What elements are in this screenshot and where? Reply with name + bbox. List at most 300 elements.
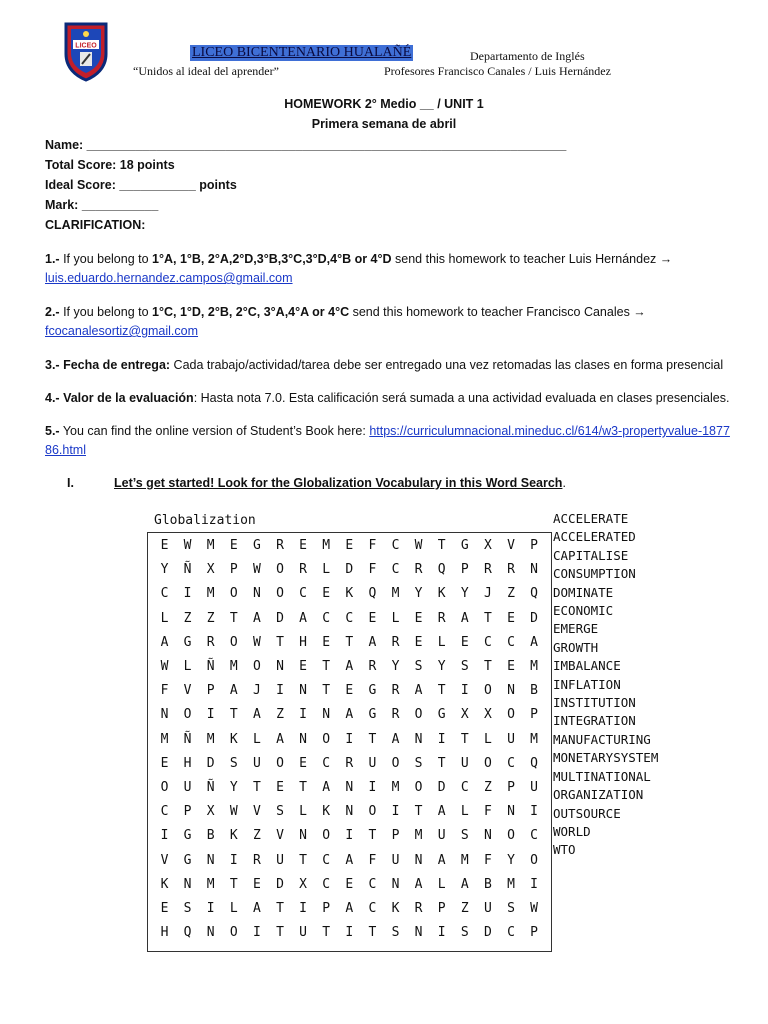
- grid-letter: K: [229, 828, 238, 844]
- section-period: .: [562, 476, 566, 490]
- grid-letter: A: [345, 901, 354, 916]
- grid-letter: E: [276, 780, 284, 795]
- grid-letter: R: [345, 755, 354, 771]
- grid-letter: U: [183, 780, 192, 795]
- grid-letter: Z: [460, 901, 469, 916]
- grid-letter: X: [460, 707, 469, 723]
- word-list-item: IMBALANCE: [553, 658, 621, 674]
- grid-letter: O: [483, 755, 492, 771]
- grid-letter: G: [252, 538, 261, 553]
- item-text: If you belong to: [63, 305, 153, 319]
- grid-letter: M: [322, 538, 331, 553]
- grid-letter: C: [322, 755, 331, 771]
- instruction-item-1: [45, 250, 735, 288]
- grid-letter: C: [391, 562, 400, 578]
- grid-letter: R: [299, 562, 307, 578]
- grid-letter: P: [530, 925, 538, 941]
- grid-letter: J: [483, 586, 492, 602]
- grid-letter: Ñ: [183, 731, 192, 747]
- grid-letter: Q: [368, 586, 377, 602]
- word-list-item: GROWTH: [553, 639, 599, 655]
- grid-letter: P: [530, 707, 538, 723]
- grid-letter: T: [437, 538, 446, 553]
- grid-letter: M: [206, 731, 215, 747]
- grid-letter: Y: [460, 586, 469, 602]
- grid-letter: V: [507, 538, 515, 553]
- grid-letter: T: [276, 925, 284, 941]
- grid-letter: Z: [183, 610, 192, 626]
- grid-letter: C: [299, 586, 307, 602]
- grid-letter: O: [276, 586, 284, 602]
- grid-letter: Y: [160, 562, 169, 578]
- grid-letter: L: [160, 610, 169, 626]
- grid-letter: S: [507, 901, 515, 916]
- grid-letter: T: [437, 683, 446, 699]
- grid-letter: I: [437, 925, 446, 941]
- grid-letter: O: [507, 828, 515, 844]
- grid-letter: E: [507, 610, 515, 626]
- grid-letter: N: [530, 562, 538, 578]
- grid-letter: E: [160, 901, 169, 916]
- grid-letter: S: [414, 755, 423, 771]
- grid-letter: E: [160, 538, 169, 553]
- teachers: Profesores Francisco Canales / Luis Hernández: [384, 64, 611, 78]
- grid-letter: C: [322, 852, 331, 868]
- grid-letter: G: [437, 707, 446, 723]
- grid-letter: L: [299, 804, 307, 820]
- grid-letter: B: [483, 876, 492, 892]
- item-number: 3.-: [45, 358, 60, 372]
- name-field[interactable]: Name: _____________________________________________________________________: [45, 138, 567, 152]
- section-heading: [114, 476, 566, 490]
- grid-letter: E: [229, 538, 238, 553]
- grid-letter: M: [229, 659, 238, 674]
- grid-letter: T: [345, 634, 354, 650]
- grid-letter: N: [483, 828, 492, 844]
- grid-letter: N: [414, 731, 423, 747]
- grid-letter: R: [368, 659, 377, 674]
- item-text: If you belong to: [63, 252, 153, 266]
- grid-letter: Y: [437, 659, 446, 674]
- grid-letter: Y: [391, 659, 400, 674]
- item-number: 4.-: [45, 391, 60, 405]
- department: Departamento de Inglés: [470, 49, 585, 63]
- grid-letter: C: [507, 634, 515, 650]
- grid-letter: E: [299, 538, 307, 553]
- grid-letter: A: [437, 852, 446, 868]
- students-book-link[interactable]: https://curriculumnacional.mineduc.cl/614/w3-propertyvalue-187786.html: [45, 424, 730, 457]
- grid-letter: U: [460, 755, 469, 771]
- grid-letter: M: [391, 586, 400, 602]
- grid-letter: P: [206, 683, 215, 699]
- grid-letter: N: [345, 780, 354, 795]
- grid-letter: N: [299, 683, 307, 699]
- grid-letter: K: [345, 586, 354, 602]
- grid-letter: X: [206, 804, 215, 820]
- grid-letter: S: [414, 659, 423, 674]
- grid-letter: C: [460, 780, 469, 795]
- grid-letter: M: [530, 731, 538, 747]
- word-list-item: INTEGRATION: [553, 713, 636, 729]
- grid-letter: W: [414, 538, 423, 553]
- total-score: Total Score: 18 points: [45, 158, 175, 172]
- grid-letter: L: [322, 562, 331, 578]
- grid-letter: M: [414, 828, 423, 844]
- grid-letter: D: [276, 610, 284, 626]
- grid-letter: O: [276, 755, 284, 771]
- grid-letter: T: [229, 876, 238, 892]
- grid-letter: T: [483, 659, 492, 674]
- grid-letter: N: [345, 804, 354, 820]
- grid-letter: L: [391, 610, 400, 626]
- grid-letter: N: [507, 804, 515, 820]
- instruction-item-4: [45, 389, 735, 408]
- grid-letter: Y: [507, 852, 515, 868]
- word-list-item: CONSUMPTION: [553, 566, 636, 582]
- grid-letter: I: [391, 804, 400, 820]
- grid-letter: C: [391, 538, 400, 553]
- grid-letter: J: [252, 683, 261, 699]
- grid-letter: I: [206, 901, 215, 916]
- grid-letter: O: [368, 804, 377, 820]
- grid-letter: W: [183, 538, 192, 553]
- grid-letter: O: [507, 707, 515, 723]
- grid-letter: I: [276, 683, 284, 699]
- grid-letter: G: [368, 683, 377, 699]
- grid-letter: A: [252, 901, 261, 916]
- grid-letter: X: [206, 562, 215, 578]
- grid-letter: A: [299, 610, 307, 626]
- grid-letter: Q: [437, 562, 446, 578]
- grid-letter: F: [368, 538, 377, 553]
- grid-letter: C: [507, 925, 515, 941]
- word-list: [553, 510, 658, 860]
- school-motto: “Unidos al ideal del aprender”: [133, 64, 279, 78]
- grid-letter: L: [460, 804, 469, 820]
- grid-letter: I: [437, 731, 446, 747]
- grid-letter: C: [483, 634, 492, 650]
- grid-letter: O: [160, 780, 169, 795]
- grid-letter: M: [391, 780, 400, 795]
- grid-letter: S: [391, 925, 400, 941]
- grid-letter: Y: [414, 586, 423, 602]
- grid-letter: K: [437, 586, 446, 602]
- ideal-score-field[interactable]: Ideal Score: ___________ points: [45, 178, 237, 192]
- item-label: Valor de la evaluación: [63, 391, 194, 405]
- word-list-item: OUTSOURCE: [553, 805, 621, 821]
- word-list-item: INFLATION: [553, 676, 621, 692]
- grid-letter: P: [229, 562, 238, 578]
- grid-letter: S: [460, 925, 469, 941]
- grid-letter: H: [299, 634, 307, 650]
- grid-letter: A: [276, 731, 284, 747]
- grid-letter: P: [460, 562, 469, 578]
- word-list-item: DOMINATE: [553, 584, 614, 600]
- grid-letter: M: [530, 659, 538, 674]
- grid-letter: F: [160, 683, 169, 699]
- grid-letter: S: [183, 901, 192, 916]
- grid-letter: H: [183, 755, 192, 771]
- grid-letter: U: [437, 828, 446, 844]
- grid-letter: R: [437, 610, 446, 626]
- grid-letter: U: [483, 901, 492, 916]
- grid-letter: N: [276, 659, 284, 674]
- grid-letter: R: [414, 901, 423, 916]
- grid-letter: E: [507, 659, 515, 674]
- word-list-item: INSTITUTION: [553, 695, 636, 711]
- grid-letter: R: [206, 634, 215, 650]
- grid-letter: L: [183, 659, 192, 674]
- grid-letter: N: [160, 707, 169, 723]
- grid-letter: O: [276, 562, 284, 578]
- course-list: 1°C, 1°D, 2°B, 2°C, 3°A,4°A or 4°C: [152, 305, 350, 319]
- grid-letter: N: [507, 683, 515, 699]
- grid-letter: N: [206, 852, 215, 868]
- section-title: Let’s get started! Look for the Globalization Vocabulary in this Word Search: [114, 476, 563, 490]
- grid-letter: W: [252, 634, 261, 650]
- grid-letter: U: [391, 852, 400, 868]
- grid-letter: I: [530, 876, 538, 892]
- grid-letter: M: [206, 876, 215, 892]
- grid-letter: D: [206, 755, 215, 771]
- grid-letter: D: [345, 562, 354, 578]
- grid-letter: E: [322, 586, 331, 602]
- grid-letter: I: [252, 925, 261, 941]
- grid-letter: A: [160, 634, 169, 650]
- grid-letter: L: [437, 876, 446, 892]
- grid-letter: A: [229, 683, 238, 699]
- grid-letter: I: [299, 901, 307, 916]
- homework-subtitle: Primera semana de abril: [311, 117, 457, 131]
- grid-letter: X: [483, 707, 492, 723]
- logo-text: LICEO: [75, 42, 97, 50]
- grid-letter: X: [483, 538, 492, 553]
- grid-letter: N: [206, 925, 215, 941]
- grid-letter: U: [252, 755, 261, 771]
- grid-letter: N: [414, 852, 423, 868]
- grid-letter: S: [276, 804, 284, 820]
- grid-letter: V: [276, 828, 284, 844]
- grid-letter: A: [252, 707, 261, 723]
- grid-letter: G: [460, 538, 469, 553]
- grid-letter: X: [299, 876, 307, 892]
- grid-letter: K: [322, 804, 331, 820]
- grid-letter: M: [160, 731, 169, 747]
- grid-letter: O: [414, 780, 423, 795]
- grid-letter: R: [483, 562, 492, 578]
- instruction-item-5: [45, 422, 735, 460]
- grid-letter: Z: [483, 780, 492, 795]
- grid-letter: Ñ: [206, 659, 215, 674]
- grid-letter: A: [460, 610, 469, 626]
- grid-letter: I: [229, 852, 238, 868]
- item-number: 5.-: [45, 424, 60, 438]
- grid-letter: A: [252, 610, 261, 626]
- grid-letter: P: [391, 828, 400, 844]
- grid-letter: N: [391, 876, 400, 892]
- grid-letter: O: [229, 925, 238, 941]
- grid-letter: T: [414, 804, 423, 820]
- grid-letter: D: [437, 780, 446, 795]
- grid-letter: I: [368, 780, 377, 795]
- item-text: Cada trabajo/actividad/tarea debe ser entregado una vez retomadas las clases en forma presencial: [170, 358, 724, 372]
- grid-letter: O: [229, 634, 238, 650]
- email-link-hernandez[interactable]: luis.eduardo.hernandez.campos@gmail.com: [45, 271, 293, 285]
- grid-letter: Q: [183, 925, 192, 941]
- grid-letter: E: [345, 538, 354, 553]
- word-list-item: MULTINATIONAL: [553, 768, 651, 784]
- grid-letter: M: [206, 538, 215, 553]
- item-text: : Hasta nota 7.0. Esta calificación será sumada a una actividad evaluada en clases presenciales.: [193, 391, 730, 405]
- grid-letter: C: [345, 610, 354, 626]
- grid-letter: R: [391, 707, 400, 723]
- grid-letter: O: [229, 586, 238, 602]
- word-list-item: ORGANIZATION: [553, 787, 644, 803]
- grid-letter: G: [368, 707, 377, 723]
- item-text: You can find the online version of Student’s Book here:: [59, 424, 370, 438]
- word-search-grid: [147, 532, 552, 952]
- item-number: 2.-: [45, 305, 60, 319]
- grid-letter: A: [414, 876, 423, 892]
- homework-title: HOMEWORK 2° Medio __ / UNIT 1: [284, 97, 484, 111]
- word-list-item: ECONOMIC: [553, 603, 614, 619]
- section-number: I.: [67, 476, 74, 490]
- grid-letter: O: [414, 707, 423, 723]
- grid-letter: T: [299, 780, 307, 795]
- grid-letter: S: [229, 755, 238, 771]
- grid-letter: C: [368, 901, 377, 916]
- mark-field[interactable]: Mark: ___________: [45, 198, 159, 212]
- item-text: send this homework to teacher Francisco Canales →: [349, 305, 646, 319]
- grid-letter: E: [368, 610, 377, 626]
- grid-letter: T: [483, 610, 492, 626]
- grid-letter: E: [299, 755, 307, 771]
- grid-letter: C: [322, 610, 331, 626]
- grid-letter: E: [322, 634, 331, 650]
- school-name: LICEO BICENTENARIO HUALAÑÉ: [192, 45, 412, 60]
- grid-letter: G: [183, 634, 192, 650]
- grid-letter: T: [368, 731, 377, 747]
- grid-letter: E: [460, 634, 469, 650]
- grid-letter: Ñ: [206, 780, 215, 795]
- grid-letter: B: [206, 828, 215, 844]
- grid-letter: L: [483, 731, 492, 747]
- grid-letter: G: [183, 828, 192, 844]
- grid-letter: T: [368, 828, 377, 844]
- grid-letter: A: [460, 876, 469, 892]
- grid-letter: E: [252, 876, 261, 892]
- grid-letter: A: [322, 780, 331, 795]
- grid-letter: T: [322, 659, 331, 674]
- grid-letter: K: [391, 901, 400, 916]
- grid-letter: P: [507, 780, 515, 795]
- grid-letter: M: [206, 586, 215, 602]
- grid-letter: N: [299, 828, 307, 844]
- clarification-heading: CLARIFICATION:: [45, 218, 146, 232]
- word-list-item: ACCELERATE: [553, 511, 629, 526]
- grid-letter: S: [460, 659, 469, 674]
- grid-letter: Y: [229, 780, 238, 795]
- grid-letter: T: [322, 925, 331, 941]
- grid-letter: F: [483, 852, 492, 868]
- grid-letter: T: [276, 901, 284, 916]
- grid-letter: E: [345, 876, 354, 892]
- grid-letter: G: [183, 852, 192, 868]
- grid-letter: E: [345, 683, 354, 699]
- grid-letter: S: [460, 828, 469, 844]
- grid-letter: E: [414, 634, 423, 650]
- grid-letter: W: [229, 804, 238, 820]
- grid-letter: I: [530, 804, 538, 820]
- grid-letter: I: [345, 731, 354, 747]
- school-logo: [62, 20, 110, 82]
- grid-letter: O: [322, 731, 331, 747]
- grid-letter: K: [160, 876, 169, 892]
- grid-letter: D: [276, 876, 284, 892]
- grid-letter: A: [391, 731, 400, 747]
- grid-letter: E: [160, 755, 169, 771]
- grid-letter: E: [414, 610, 423, 626]
- grid-letter: R: [391, 683, 400, 699]
- grid-letter: U: [368, 755, 377, 771]
- grid-letter: F: [483, 804, 492, 820]
- grid-letter: N: [322, 707, 331, 723]
- grid-letter: D: [530, 610, 538, 626]
- grid-letter: Q: [530, 586, 538, 602]
- grid-letter: U: [507, 731, 515, 747]
- grid-letter: P: [437, 901, 446, 916]
- grid-letter: A: [345, 659, 354, 674]
- grid-letter: I: [160, 828, 169, 844]
- grid-letter: A: [345, 852, 354, 868]
- grid-letter: Ñ: [183, 562, 192, 578]
- grid-letter: P: [530, 538, 538, 553]
- grid-letter: U: [530, 780, 538, 795]
- grid-letter: M: [507, 876, 515, 892]
- grid-letter: W: [252, 562, 261, 578]
- instruction-item-3: [45, 356, 735, 375]
- grid-letter: T: [322, 683, 331, 699]
- grid-letter: O: [252, 659, 261, 674]
- grid-letter: K: [229, 731, 238, 747]
- grid-letter: W: [530, 901, 538, 916]
- grid-letter: Z: [276, 707, 284, 723]
- grid-letter: N: [183, 876, 192, 892]
- grid-letter: F: [368, 562, 377, 578]
- grid-letter: L: [437, 634, 446, 650]
- grid-letter: C: [507, 755, 515, 771]
- grid-letter: C: [160, 586, 169, 602]
- grid-letter: Q: [530, 755, 538, 771]
- item-number: 1.-: [45, 252, 60, 266]
- grid-letter: R: [276, 538, 284, 553]
- grid-letter: L: [252, 731, 261, 747]
- grid-letter: L: [229, 901, 238, 916]
- grid-letter: N: [252, 586, 261, 602]
- item-label: Fecha de entrega:: [63, 358, 171, 372]
- grid-letter: Z: [206, 610, 215, 626]
- grid-letter: T: [368, 925, 377, 941]
- word-list-item: MANUFACTURING: [553, 731, 651, 747]
- word-list-item: EMERGE: [553, 621, 599, 637]
- grid-letter: M: [460, 852, 469, 868]
- grid-letter: A: [345, 707, 354, 723]
- grid-letter: H: [160, 925, 169, 941]
- email-link-canales[interactable]: fcocanalesortiz@gmail.com: [45, 324, 199, 338]
- grid-letter: T: [229, 707, 238, 723]
- grid-letter: A: [414, 683, 423, 699]
- grid-letter: N: [414, 925, 423, 941]
